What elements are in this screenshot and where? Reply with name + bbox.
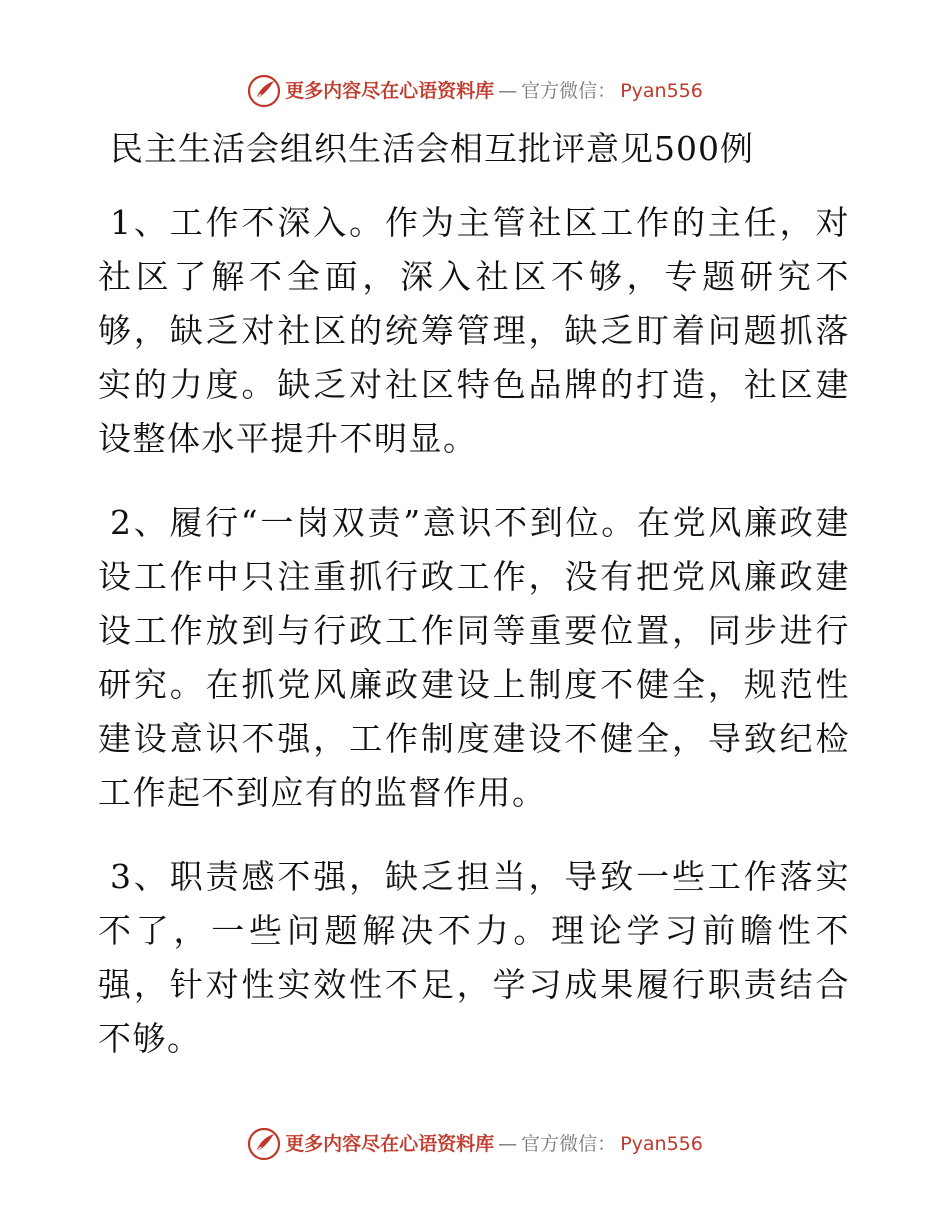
header-watermark [0,74,950,108]
quill-logo-icon [247,74,281,108]
quill-logo-icon [247,1127,281,1161]
footer-watermark [0,1127,950,1161]
watermark-main-text: 更多内容尽在心语资料库 [285,80,495,102]
watermark-separator: — [498,1133,518,1155]
document-body [98,196,850,1096]
paragraph-2: 2、履行“一岗双责”意识不到位。在党风廉政建设工作中只注重抓行政工作，没有把党风廉政建设工作放到与行政工作同等重要位置，同步进行研究。在抓党风廉政建设上制度不健全，规范性建设意识不强，工作制度建设不健全，导致纪检工作起不到应有的监督作用。 [98,503,850,812]
watermark-separator: — [498,80,518,102]
paragraph-3: 3、职责感不强，缺乏担当，导致一些工作落实不了，一些问题解决不力。理论学习前瞻性不强，针对性实效性不足，学习成果履行职责结合不够。 [98,857,850,1058]
document-title: 民主生活会组织生活会相互批评意见500例 [110,129,754,168]
watermark-label: 官方微信： [521,1133,617,1155]
paragraph-1: 1、工作不深入。作为主管社区工作的主任，对社区了解不全面，深入社区不够，专题研究不够，缺乏对社区的统筹管理，缺乏盯着问题抓落实的力度。缺乏对社区特色品牌的打造，社区建设整体水平提升不明显。 [98,203,850,458]
watermark-handle: Pyan556 [620,1133,703,1155]
watermark-label: 官方微信： [521,80,617,102]
watermark-handle: Pyan556 [620,80,703,102]
watermark-main-text: 更多内容尽在心语资料库 [285,1133,495,1155]
